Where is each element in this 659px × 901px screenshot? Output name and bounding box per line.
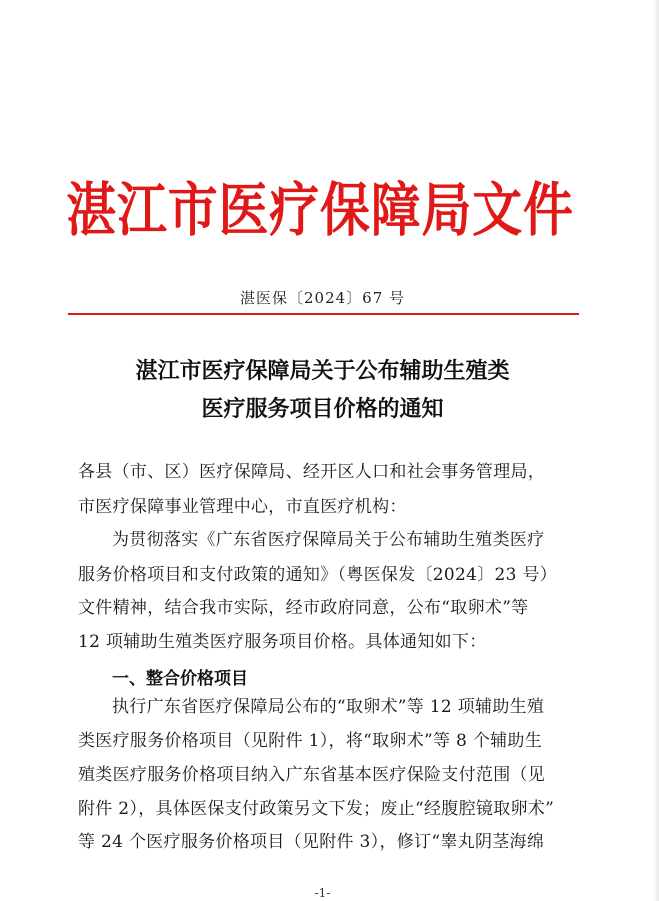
- notice-title-line-1: 湛江市医疗保障局关于公布辅助生殖类: [135, 358, 510, 384]
- section1-line-4: 附件 2），具体医保支付政策另文下发；废止“经腹腔镜取卵术”: [78, 799, 555, 819]
- section-heading-1: 一、整合价格项目: [112, 669, 248, 689]
- page-number: -1-: [314, 886, 331, 900]
- intro-line-4: 12 项辅助生殖类医疗服务项目价格。具体通知如下：: [78, 632, 487, 652]
- addressee-line-2: 市医疗保障事业管理中心，市直医疗机构：: [78, 497, 407, 517]
- notice-title-line-2: 医疗服务项目价格的通知: [201, 396, 444, 422]
- intro-line-3: 文件精神，结合我市实际，经市政府同意，公布“取卵术”等: [78, 598, 529, 618]
- intro-line-1: 为贯彻落实《广东省医疗保障局关于公布辅助生殖类医疗: [112, 530, 545, 550]
- section1-line-3: 殖类医疗服务价格项目纳入广东省基本医疗保险支付范围（见: [78, 765, 546, 785]
- addressee-line-1: 各县（市、区）医疗保障局、经开区人口和社会事务管理局，: [78, 462, 546, 482]
- section1-line-5: 等 24 个医疗服务价格项目（见附件 3），修订“睾丸阴茎海绵: [78, 832, 545, 852]
- document-number: 湛医保〔2024〕67 号: [239, 289, 406, 307]
- section1-line-2: 类医疗服务价格项目（见附件 1），将“取卵术”等 8 个辅助生: [78, 731, 543, 751]
- intro-line-2: 服务价格项目和支付政策的通知》（粤医保发〔2024〕23 号）: [78, 565, 558, 585]
- page-edge-shadow: [653, 0, 659, 901]
- red-divider-line: [68, 313, 579, 315]
- masthead-title: 湛江市医疗保障局文件: [66, 176, 574, 244]
- section1-line-1: 执行广东省医疗保障局公布的“取卵术”等 12 项辅助生殖: [112, 697, 545, 717]
